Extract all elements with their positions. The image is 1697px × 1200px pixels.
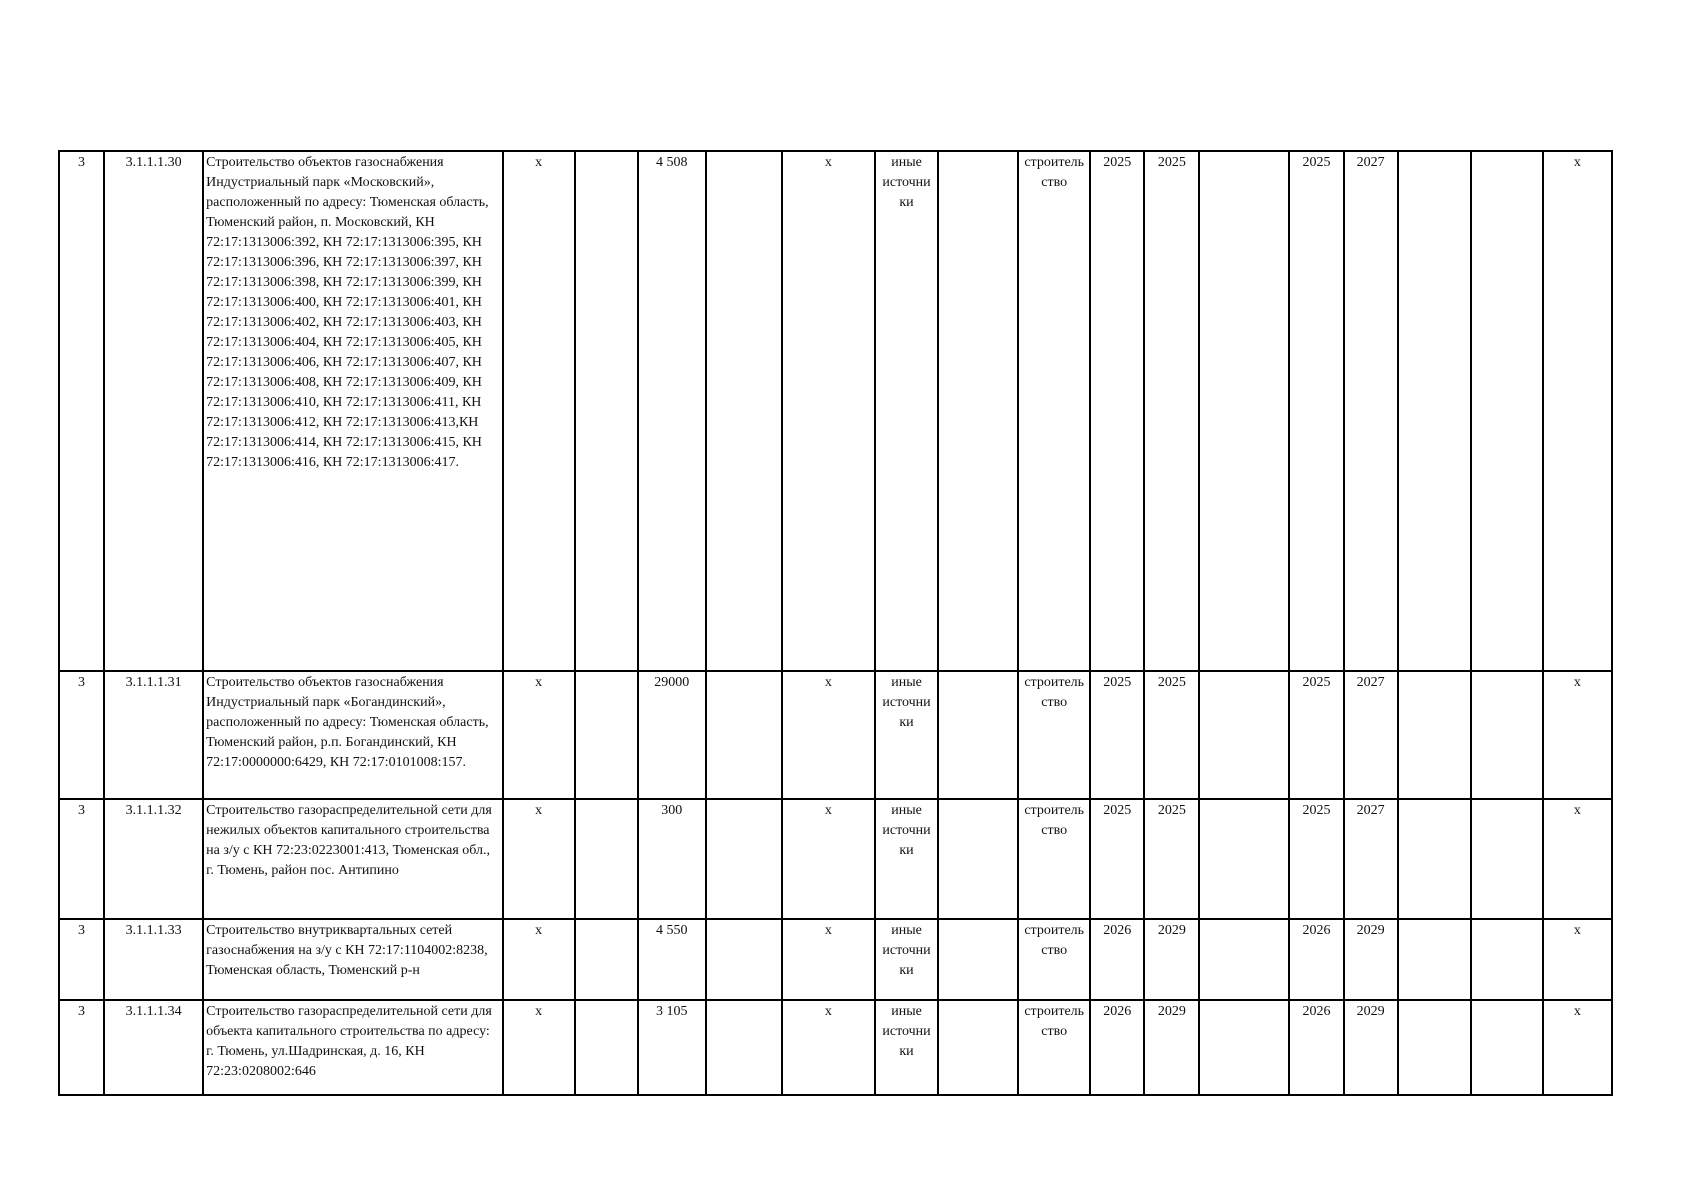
empty-cell (1398, 1000, 1471, 1095)
funding-source-cell: иные источни ки (875, 799, 938, 919)
mark-cell: х (503, 1000, 575, 1095)
mark-cell: х (782, 919, 875, 1000)
mark-cell: х (503, 799, 575, 919)
work-type-cell: строитель ство (1018, 1000, 1090, 1095)
empty-cell (575, 671, 638, 799)
start-year-cell: 2025 (1289, 671, 1343, 799)
funding-source-cell: иные источни ки (875, 151, 938, 671)
mark-cell: х (782, 1000, 875, 1095)
end-year-cell: 2027 (1344, 671, 1398, 799)
work-type-cell: строитель ство (1018, 671, 1090, 799)
empty-cell (1199, 671, 1289, 799)
table-body (59, 151, 1612, 1095)
empty-cell (1471, 671, 1543, 799)
table-row (59, 919, 1612, 1000)
empty-cell (575, 1000, 638, 1095)
end-year-cell: 2027 (1344, 799, 1398, 919)
start-year-cell: 2026 (1289, 919, 1343, 1000)
start-year-cell: 2025 (1090, 671, 1144, 799)
empty-cell (575, 151, 638, 671)
empty-cell (1398, 799, 1471, 919)
mark-cell: х (782, 151, 875, 671)
start-year-cell: 2025 (1289, 151, 1343, 671)
table-row (59, 1000, 1612, 1095)
work-type-cell: строитель ство (1018, 151, 1090, 671)
section-number-cell: 3 (59, 1000, 104, 1095)
empty-cell (575, 919, 638, 1000)
empty-cell (1471, 799, 1543, 919)
end-year-cell: 2029 (1144, 1000, 1199, 1095)
empty-cell (938, 799, 1018, 919)
empty-cell (1199, 151, 1289, 671)
empty-cell (1398, 671, 1471, 799)
item-code-cell: 3.1.1.1.32 (104, 799, 203, 919)
mark-cell: х (1543, 1000, 1612, 1095)
end-year-cell: 2029 (1144, 919, 1199, 1000)
object-description-cell: Строительство внутриквартальных сетей газоснабжения на з/у с КН 72:17:1104002:8238, Тюменская область, Тюменский р-н (203, 919, 502, 1000)
empty-cell (706, 1000, 782, 1095)
work-type-cell: строитель ство (1018, 799, 1090, 919)
mark-cell: х (503, 151, 575, 671)
start-year-cell: 2026 (1090, 919, 1144, 1000)
empty-cell (1199, 799, 1289, 919)
funding-source-cell: иные источни ки (875, 919, 938, 1000)
empty-cell (706, 671, 782, 799)
empty-cell (1471, 1000, 1543, 1095)
empty-cell (1199, 1000, 1289, 1095)
mark-cell: х (1543, 799, 1612, 919)
table-row (59, 799, 1612, 919)
mark-cell: х (782, 671, 875, 799)
start-year-cell: 2025 (1090, 799, 1144, 919)
empty-cell (938, 151, 1018, 671)
object-description-cell: Строительство газораспределительной сети для объекта капитального строительства по адресу: г. Тюмень, ул.Шадринская, д. 16, КН 72:23:0208002:646 (203, 1000, 502, 1095)
object-description-cell: Строительство газораспределительной сети для нежилых объектов капитального строительства на з/у с КН 72:23:0223001:413, Тюменская обл., г. Тюмень, район пос. Антипино (203, 799, 502, 919)
item-code-cell: 3.1.1.1.33 (104, 919, 203, 1000)
funding-source-cell: иные источни ки (875, 1000, 938, 1095)
end-year-cell: 2025 (1144, 671, 1199, 799)
end-year-cell: 2025 (1144, 151, 1199, 671)
start-year-cell: 2025 (1090, 151, 1144, 671)
mark-cell: х (1543, 919, 1612, 1000)
start-year-cell: 2025 (1289, 799, 1343, 919)
amount-cell: 300 (638, 799, 706, 919)
item-code-cell: 3.1.1.1.30 (104, 151, 203, 671)
empty-cell (938, 919, 1018, 1000)
empty-cell (1199, 919, 1289, 1000)
section-number-cell: 3 (59, 671, 104, 799)
end-year-cell: 2029 (1344, 1000, 1398, 1095)
item-code-cell: 3.1.1.1.31 (104, 671, 203, 799)
end-year-cell: 2029 (1344, 919, 1398, 1000)
section-number-cell: 3 (59, 919, 104, 1000)
empty-cell (938, 671, 1018, 799)
mark-cell: х (1543, 671, 1612, 799)
object-description-cell: Строительство объектов газоснабжения Индустриальный парк «Богандинский», расположенный по адресу: Тюменская область, Тюменский район, р.п. Богандинский, КН 72:17:0000000:6429, КН 72:17:0101008:157. (203, 671, 502, 799)
end-year-cell: 2025 (1144, 799, 1199, 919)
mark-cell: х (1543, 151, 1612, 671)
object-description-cell: Строительство объектов газоснабжения Индустриальный парк «Московский», расположенный по адресу: Тюменская область, Тюменский район, п. Московский, КН 72:17:1313006:392, КН 72:17:1313006:395, КН 72:17:1313006:396, КН 72:17:1313006:397, КН 72:17:1313006:398, КН 72:17:1313006:399, КН 72:17:1313006:400, КН 72:17:1313006:401, КН 72:17:1313006:402, КН 72:17:1313006:403, КН 72:17:1313006:404, КН 72:17:1313006:405, КН 72:17:1313006:406, КН 72:17:1313006:407, КН 72:17:1313006:408, КН 72:17:1313006:409, КН 72:17:1313006:410, КН 72:17:1313006:411, КН 72:17:1313006:412, КН 72:17:1313006:413,КН 72:17:1313006:414, КН 72:17:1313006:415, КН 72:17:1313006:416, КН 72:17:1313006:417. (203, 151, 502, 671)
empty-cell (938, 1000, 1018, 1095)
amount-cell: 29000 (638, 671, 706, 799)
section-number-cell: 3 (59, 151, 104, 671)
empty-cell (706, 799, 782, 919)
mark-cell: х (782, 799, 875, 919)
work-type-cell: строитель ство (1018, 919, 1090, 1000)
section-number-cell: 3 (59, 799, 104, 919)
empty-cell (1471, 151, 1543, 671)
empty-cell (1398, 919, 1471, 1000)
amount-cell: 3 105 (638, 1000, 706, 1095)
start-year-cell: 2026 (1090, 1000, 1144, 1095)
amount-cell: 4 550 (638, 919, 706, 1000)
mark-cell: х (503, 919, 575, 1000)
table-row (59, 671, 1612, 799)
mark-cell: х (503, 671, 575, 799)
empty-cell (706, 151, 782, 671)
investment-program-table (58, 150, 1613, 1096)
empty-cell (1398, 151, 1471, 671)
empty-cell (706, 919, 782, 1000)
amount-cell: 4 508 (638, 151, 706, 671)
empty-cell (1471, 919, 1543, 1000)
funding-source-cell: иные источни ки (875, 671, 938, 799)
item-code-cell: 3.1.1.1.34 (104, 1000, 203, 1095)
empty-cell (575, 799, 638, 919)
end-year-cell: 2027 (1344, 151, 1398, 671)
start-year-cell: 2026 (1289, 1000, 1343, 1095)
table-row (59, 151, 1612, 671)
